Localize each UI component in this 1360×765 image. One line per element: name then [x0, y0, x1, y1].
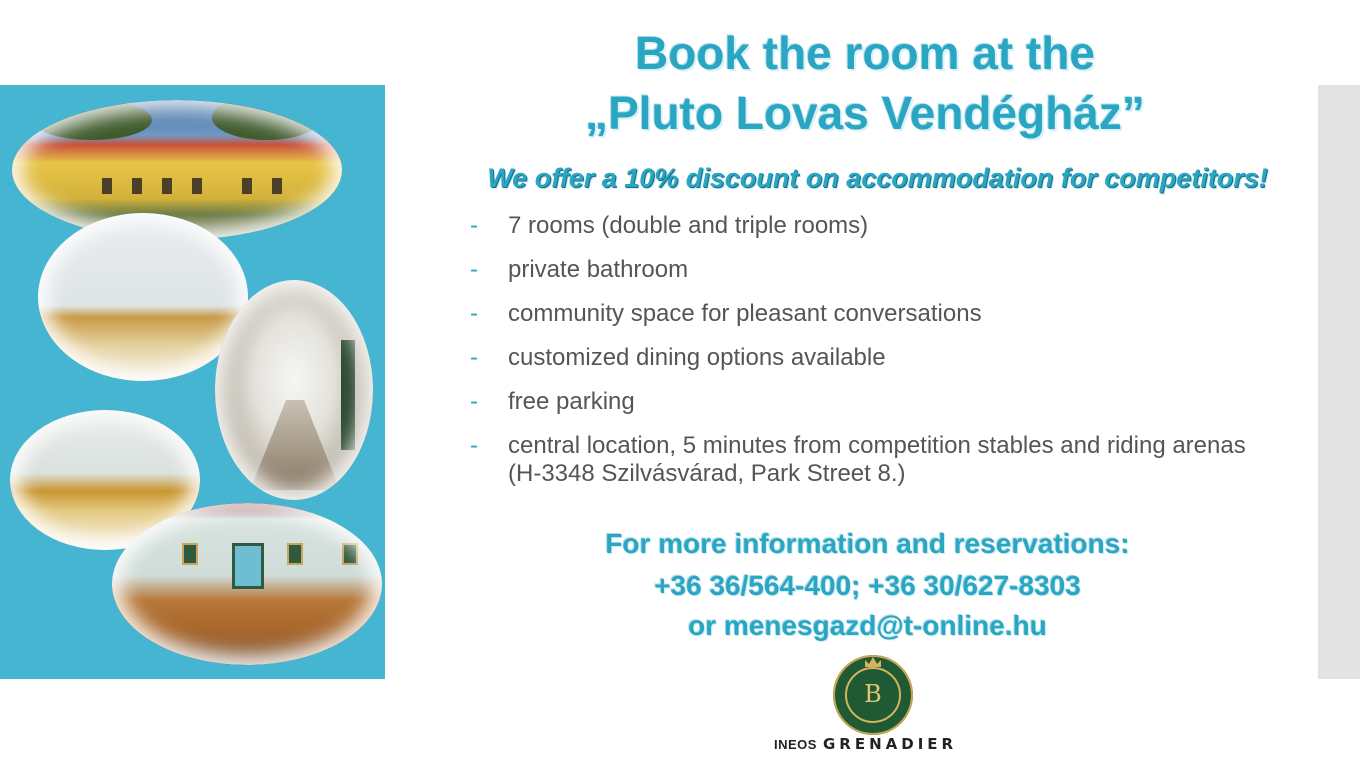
feature-item [470, 212, 1270, 240]
feature-list [470, 212, 1270, 504]
crown-icon [865, 657, 881, 667]
feature-text: 7 rooms (double and triple rooms) [508, 212, 869, 239]
contact-email[interactable]: or menesgazd@t-online.hu [688, 610, 1047, 641]
feature-text: private bathroom [508, 256, 689, 283]
bullet-dash: - [470, 344, 478, 371]
state-stud-seal-logo [833, 655, 913, 735]
contact-phones[interactable]: +36 36/564-400; +36 30/627-8303 [654, 570, 1081, 601]
bullet-dash: - [470, 300, 478, 327]
feature-item [470, 344, 1270, 372]
bullet-dash: - [470, 212, 478, 239]
contact-heading: For more information and reservations: [605, 528, 1130, 559]
title-line-2: „Pluto Lovas Vendégház” [585, 87, 1145, 139]
bullet-dash: - [470, 432, 478, 459]
sponsor-ineos: INEOS [774, 737, 817, 752]
seal-monogram: B [845, 667, 901, 723]
photo-double-bedroom [38, 213, 248, 381]
bullet-dash: - [470, 256, 478, 283]
feature-item [470, 388, 1270, 416]
photo-dining-room [112, 503, 382, 665]
feature-item [470, 256, 1270, 284]
feature-text: community space for pleasant conversations [508, 300, 982, 327]
feature-text: customized dining options available [508, 344, 886, 371]
sponsor-logo [774, 735, 957, 755]
bullet-dash: - [470, 388, 478, 415]
photo-corridor [215, 280, 373, 500]
title-line-1: Book the room at the [634, 27, 1096, 79]
discount-subtitle: We offer a 10% discount on accommodation for competitors! [487, 163, 1268, 193]
feature-text: central location, 5 minutes from competition stables and riding arenas (H-3348 Szilvásvárad, Park Street 8.) [508, 432, 1246, 487]
feature-item [470, 300, 1270, 328]
sponsor-grenadier: GRENADIER [822, 735, 958, 753]
feature-text: free parking [508, 388, 635, 415]
photo-collage [0, 85, 385, 679]
feature-item [470, 432, 1270, 488]
